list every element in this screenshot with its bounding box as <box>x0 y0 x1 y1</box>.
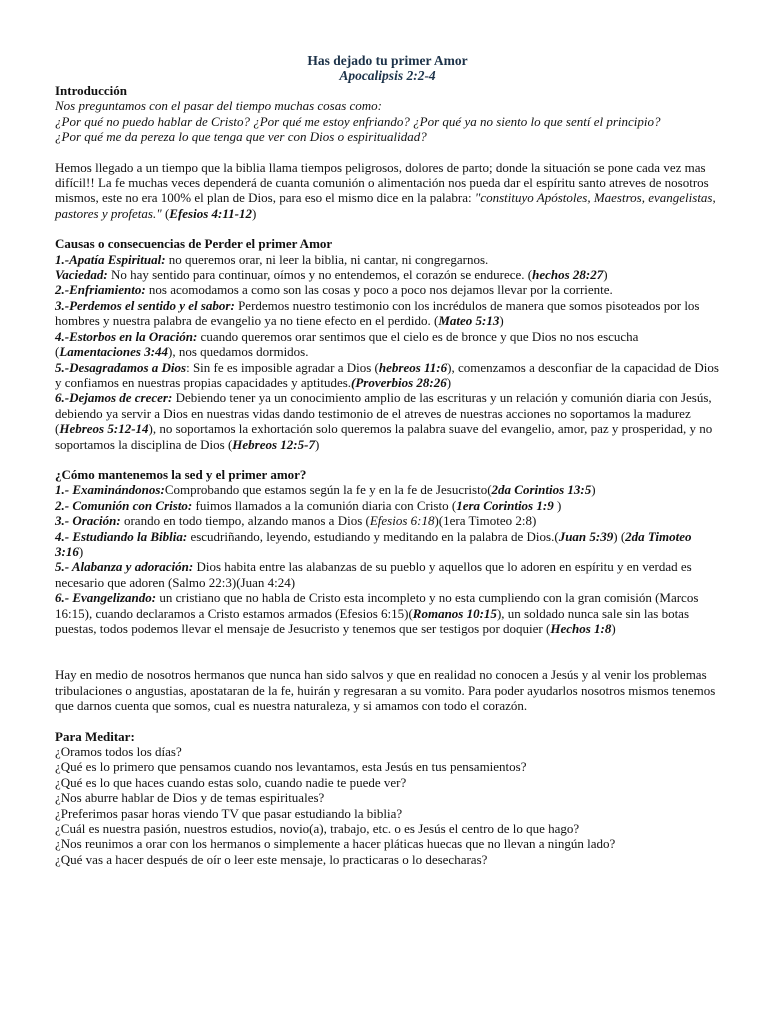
intro-paragraph <box>55 160 720 222</box>
keep-text: ) <box>591 482 596 498</box>
causes-list <box>55 252 720 452</box>
keep-text: ) ( <box>613 528 626 544</box>
bible-reference: Mateo 5:13 <box>438 313 500 329</box>
cause-label: 1.-Apatía Espiritual: <box>55 251 166 267</box>
cause-item <box>55 360 720 391</box>
meditate-question: ¿Cuál es nuestra pasión, nuestros estudios, novio(a), trabajo, etc. o es Jesús el centro de lo que hago? <box>55 821 580 837</box>
keep-label: 5.- Alabanza y adoración: <box>55 559 194 575</box>
cause-text: Debiendo tener ya un conocimiento amplio de las escrituras y un relación y comunión diaria con Jesús, debiendo ya servir a Dios en nuestras vidas dando testimonio de el atreves de nuestras acciones no soportamos la madurez ( <box>55 390 712 437</box>
cause-text: ) <box>446 374 452 390</box>
cause-label: 6.-Dejamos de crecer: <box>55 390 173 406</box>
cause-text: ) <box>603 267 608 283</box>
document-title: Has dejado tu primer Amor <box>307 53 468 68</box>
keep-label: 6.- Evangelizando: <box>55 590 157 606</box>
intro-line: ¿Por qué no puedo hablar de Cristo? ¿Por qué me estoy enfriando? ¿Por qué ya no siento lo que sentí el principio? <box>55 113 661 129</box>
keep-label: 3.- Oración: <box>55 513 121 529</box>
meditate-heading: Para Meditar: <box>55 728 135 744</box>
meditate-list <box>55 744 720 867</box>
keep-text: ) <box>553 497 562 513</box>
keep-label: 1.- Examinándonos: <box>55 482 165 498</box>
keep-text: Comprobando que estamos según la fe y en la fe de Jesucristo( <box>164 482 492 498</box>
cause-item <box>55 298 720 329</box>
keep-label: 4.- Estudiando la Biblia: <box>55 528 188 544</box>
keep-item <box>55 590 720 636</box>
meditate-question: ¿Qué vas a hacer después de oír o leer este mensaje, lo practicaras o lo desecharas? <box>55 851 488 867</box>
cause-label: Vaciedad: <box>55 267 108 283</box>
cause-text: no queremos orar, ni leer la biblia, ni cantar, ni congregarnos. <box>165 251 489 267</box>
bible-reference: (Proverbios 28:26 <box>351 374 447 390</box>
causes-heading: Causas o consecuencias de Perder el primer Amor <box>55 236 333 252</box>
meditate-question: ¿Nos aburre hablar de Dios y de temas espirituales? <box>55 790 325 806</box>
paragraph-text: ) <box>251 205 257 221</box>
cause-item <box>55 282 720 297</box>
cause-text: ), comenzamos a desconfiar de la capacidad de Dios y confiamos en nuestras propias capacidades y aptitudes. <box>55 359 719 390</box>
quote-text: "constituyo Apóstoles, Maestros, evangelistas, pastores y profetas." <box>55 190 716 221</box>
cause-label: 4.-Estorbos en la Oración: <box>55 328 198 344</box>
bible-reference: Efesios 6:18 <box>369 513 435 529</box>
bible-reference: hebreos 11:6 <box>378 359 448 375</box>
keep-text: un cristiano que no habla de Cristo esta incompleto y no esta cumpliendo con la gran comisión (Marcos 16:15), cuando declaramos a Cristo estamos armados (Efesios 6:15)( <box>55 590 699 621</box>
keep-text: )(1era Timoteo 2:8) <box>434 513 537 529</box>
keep-text: Dios habita entre las alabanzas de su pueblo y aquellos que lo adoren en espíritu y en verdad es necesario que adoren (Salmo 22:3)(Juan 4:24) <box>55 559 692 590</box>
keep-list <box>55 482 720 636</box>
meditate-question: ¿Preferimos pasar horas viendo TV que pasar estudiando la biblia? <box>55 805 403 821</box>
cause-label: 2.-Enfriamiento: <box>55 282 146 298</box>
paragraph-text: Hemos llegado a un tiempo que la biblia llama tiempos peligrosos, dolores de parto; donde la situación se pone cada vez mas difícil!! La fe muchas veces dependerá de cuanta comunión o alimentación nos pueda dar el espíritu santo atreves de nosotros mismos, este no era 100% el plan de Dios, para eso el mismo dice en la palabra: <box>55 159 709 206</box>
cause-text: cuando queremos orar sentimos que el cielo es de bronce y que Dios no nos escucha ( <box>55 328 639 360</box>
keep-item <box>55 513 720 528</box>
keep-text: ), un soldado nunca sale sin las botas puestas, todos podemos llevar el mensaje de Jesucristo y tenemos que ser testigos por doquier ( <box>55 605 690 636</box>
bible-reference: hechos 28:27 <box>532 267 604 283</box>
cause-text: ) <box>499 313 504 329</box>
cause-item <box>55 329 720 360</box>
bible-reference: Lamentaciones 3:44 <box>59 344 169 360</box>
meditate-question: ¿Oramos todos los días? <box>55 744 182 760</box>
cause-text: ) <box>314 436 320 452</box>
keep-text: ) <box>611 621 616 636</box>
intro-line: ¿Por qué me da pereza lo que tenga que ver con Dios o espiritualidad? <box>55 129 427 145</box>
intro-line: Nos preguntamos con el pasar del tiempo muchas cosas como: <box>55 98 383 114</box>
keep-label: 2.- Comunión con Cristo: <box>55 497 193 513</box>
cause-item <box>55 267 720 282</box>
keep-heading: ¿Cómo mantenemos la sed y el primer amor? <box>55 466 307 482</box>
bible-reference: 2da Timoteo 3:16 <box>55 528 692 559</box>
bible-reference: 2da Corintios 13:5 <box>491 482 592 498</box>
bible-reference: Efesios 4:11-12 <box>169 205 252 221</box>
keep-text: escudriñando, leyendo, estudiando y meditando en la palabra de Dios.( <box>187 528 559 544</box>
cause-label: 3.-Perdemos el sentido y el sabor: <box>55 297 235 313</box>
keep-item <box>55 559 720 590</box>
bible-reference: 1era Corintios 1:9 <box>456 497 554 513</box>
cause-label: 5.-Desagradamos a Dios <box>55 359 187 375</box>
meditate-question: ¿Nos reunimos a orar con los hermanos o simplemente a hacer pláticas huecas que no llevan a ningún lado? <box>55 836 616 852</box>
cause-text: : Sin fe es imposible agradar a Dios ( <box>186 359 379 375</box>
bible-reference: Hebreos 5:12-14 <box>59 421 149 437</box>
cause-item <box>55 390 720 452</box>
bible-reference: Juan 5:39 <box>558 528 614 544</box>
bible-reference: Hebreos 12:5-7 <box>232 436 315 452</box>
paragraph-text: ( <box>161 205 170 221</box>
meditate-question: ¿Qué es lo que haces cuando estas solo, cuando nadie te puede ver? <box>55 774 407 790</box>
intro-heading: Introducción <box>55 83 127 98</box>
cause-item <box>55 252 720 267</box>
keep-item <box>55 498 720 513</box>
keep-item <box>55 529 720 560</box>
cause-text: ), no soportamos la exhortación solo queremos la palabra suave del evangelio, amor, paz y prosperidad, y no soportamos la disciplina de Dios ( <box>55 421 713 452</box>
closing-paragraph: Hay en medio de nosotros hermanos que nunca han sido salvos y que en realidad no conocen a Jesús y al venir los problemas tribulaciones o angustias, apostataran de la fe, huirán y regresaran a su vomito. Para poder ayudarlos nosotros mismos tenemos que darnos cuenta que somos, cual es nuestra naturaleza, y si amamos con todo el corazón. <box>55 667 716 714</box>
document-subtitle: Apocalipsis 2:2-4 <box>339 68 436 83</box>
cause-text: ), nos quedamos dormidos. <box>168 344 309 360</box>
cause-text: No hay sentido para continuar, oímos y no entendemos, el corazón se endurece. ( <box>107 267 533 283</box>
keep-item <box>55 482 720 497</box>
keep-text: fuimos llamados a la comunión diaria con Cristo ( <box>192 497 457 513</box>
document-page <box>55 53 720 867</box>
bible-reference: Hechos 1:8 <box>550 621 612 636</box>
cause-text: nos acomodamos a como son las cosas y poco a poco nos dejamos llevar por la corriente. <box>145 282 613 298</box>
bible-reference: Romanos 10:15 <box>412 605 497 621</box>
cause-text: Perdemos nuestro testimonio con los incrédulos de manera que somos pisoteados por los hombres y nuestra palabra de evangelio ya no tiene efecto en el perdido. ( <box>55 297 700 329</box>
keep-text: ) <box>78 543 84 559</box>
meditate-question: ¿Qué es lo primero que pensamos cuando nos levantamos, esta Jesús en tus pensamientos? <box>55 759 527 775</box>
keep-text: orando en todo tiempo, alzando manos a Dios ( <box>120 513 370 529</box>
